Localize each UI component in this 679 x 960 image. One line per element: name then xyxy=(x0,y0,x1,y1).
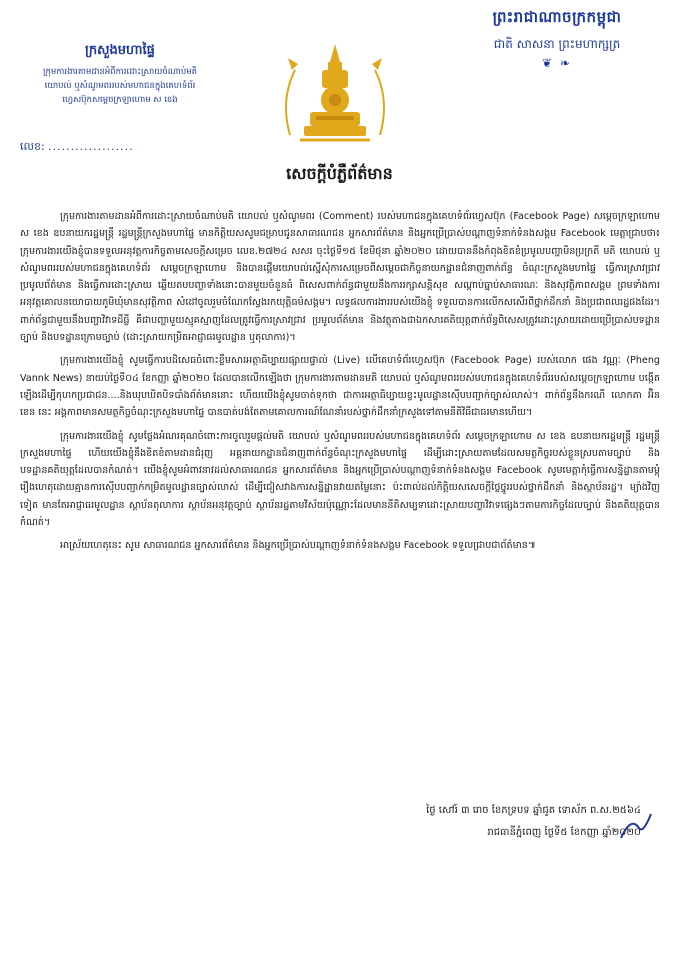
ministry-subtitle-line: ហ្វេសប៊ុកសម្ដេចក្រឡាហោម ស ខេង xyxy=(62,95,178,105)
ministry-subtitle-line: យោបល់ ឬសំណូមពររបស់មហាជនក្នុងគេហទំព័រ xyxy=(44,81,196,91)
royal-emblem-icon xyxy=(270,40,400,150)
ministry-subtitle-line: ក្រុមការងារតាមដានអំពីការដោះស្រាយចំណាប់មតិ xyxy=(42,67,198,77)
national-motto: ជាតិ សាសនា ព្រះមហាក្សត្រ xyxy=(493,37,621,51)
kingdom-heading xyxy=(457,8,657,70)
document-title: សេចក្ដីបំភ្លឺព័ត៌មាន xyxy=(286,164,393,183)
reference-label: លេខ: xyxy=(20,140,45,153)
solar-date: រាជធានីភ្នំពេញ ថ្ងៃទី៥ ខែកញ្ញា ឆ្នាំ២០២០ xyxy=(487,827,641,838)
signature-mark-icon xyxy=(617,808,657,848)
kingdom-title: ព្រះរាជាណាចក្រកម្ពុជា xyxy=(492,8,622,26)
body-paragraph: ក្រុមការងារតាមដានអំពីការដោះស្រាយចំណាប់មតិ យោបល់ ឬសំណូមពរ (Comment) របស់មហាជនក្នុងគេហទំព័រហ្វេសប៊ុក (Facebook Page) សម្ដេចក្រឡាហោម ស ខេង ឧបនាយករដ្ឋមន្ត្រី រដ្ឋមន្ត្រីក្រសួងមហាផ្ទៃ មានកិត្តិយសសូមជម្រាបជូនសាធារណជន អ្នកសារព័ត៌មាន និងអ្នកប្រើប្រាស់បណ្ដាញទំនាក់ទំនងសង្គម Facebook មេត្តាជ្រាបថា៖ ក្រុមការងារយើងខ្ញុំបានទទួលអនុវត្តការកិច្ចតាមសេចក្ដីសម្រេច លេខ.២៧២៤ សសរ ចុះថ្ងៃទី១៥ ខែមិថុនា ឆ្នាំ២០២០ ដោយបាននឹងកំពុងខិតខំប្រមូលបញ្ហាមិនប្រក្រតី មតិ យោបល់ ឬសំណូមពររបស់មហាជនក្នុងគេហទំព័រ សម្ដេចក្រឡាហោម និងបានផ្ដើមយោបល់ស្នើសុំការសម្រេចពីសម្ដេចជាកិច្ចនាយកដ្ឋានជំនាញពាក់ព័ន្ធ ចំណុះក្រសួងមហាផ្ទៃ ធ្វើការស្រាវជ្រាវ ប្រមូលព័ត៌មាន និងធ្វើការដោះស្រាយ ឆ្លើយតបបញ្ហាទាំងនោះបានមួយចំនួនធំ ពិសេសពាក់ព័ន្ធជាមួយនឹងការរក្សាសន្តិសុខ សណ្ដាប់ធ្នាប់សាធារណៈ និងសុវត្ថិភាពសង្គម ព្រមទាំងការអនុវត្តគោលនយោបាយភូមិឃុំមានសុវត្ថិភាព សំដៅចូលរួមចំណែកស្វែងរកយុត្តិធម៌សង្គម។ លទ្ធផលការងាររបស់យើងខ្ញុំ ទទួលបានការលើកសសើរពីថ្នាក់ដឹកនាំ និងប្រជាពលរដ្ឋផងដែរ។ ពាក់ព័ន្ធជាមួយនឹងបញ្ហាវិវាទដីធ្លី គឺជាបញ្ហាមួយស្មុគស្មាញដែលត្រូវធ្វើការស្រាវជ្រាវ ប្រមូលព័ត៌មាន និងវត្ថុតាងជាឯកសារគតិយុត្តពាក់ព័ន្ធពិសេសត្រូវដោះស្រាយដោយប្រើប្រាស់បទដ្ឋានច្បាប់ និងបទដ្ឋានក្រោមច្បាប់ (ដោះស្រាយកម្រិតអាជ្ញាធរមូលដ្ឋាន ឬតុលាការ)។ xyxy=(20,211,660,344)
motto-ornament: ❦ ❧ xyxy=(542,56,572,70)
reference-dots: ................... xyxy=(48,140,134,153)
ministry-name: ក្រសួងមហាផ្ទៃ xyxy=(85,43,155,58)
body-paragraph: អាស្រ័យហេតុនេះ សូម សាធារណជន អ្នកសារព័ត៌មាន និងអ្នកប្រើប្រាស់បណ្ដាញទំនាក់ទំនងសង្គម Facebook ទទួលជ្រាបជាព័ត៌មាន៕ xyxy=(60,540,536,552)
body-paragraph: ក្រុមការងារយើងខ្ញុំ សូមធ្វើការបដិសេធចំពោះខ្លឹមសារអត្ថាធិប្បាយផ្សាយផ្ទាល់ (Live) លើគេហទំព័រហ្វេសប៊ុក (Facebook Page) របស់លោក ផេង វណ្ណៈ (Pheng Vannk News) នាយប់ថ្ងៃទី០៤ ខែកញ្ញា ឆ្នាំ២០២០ ដែលបានលើកឡើងថា ក្រុមការងារតាមដានមតិ យោបល់ ឬសំណូមពររបស់មហាជនក្នុងគេហទំព័ររបស់សម្ដេចក្រឡាហោម បង្កើតឡើងដើម្បីកុហកប្រជាជន....និងឃុបឃិតបិទបាំងព័ត៌មាននោះ ហើយយើងខ្ញុំសូមចាត់ទុកថា ជាការអត្ថាធិប្បាយខ្វះមូលដ្ឋានស៊ើបបញ្ជាក់ច្បាស់លាស់។ ពាក់ព័ន្ធនឹងករណី លោកតា អ៊ិន ខេន នេះ អង្គភាពមានសមត្ថកិច្ចចំណុះក្រសួងមហាផ្ទៃ បានបាត់បង់តែតាមគោលការណ៍ណែនាំរបស់ថ្នាក់ដឹកនាំក្រសួងទៅតាមនីតិវិធីជាធរមានហើយ។ xyxy=(20,355,660,419)
reference-number xyxy=(20,140,134,156)
lunar-date: ថ្ងៃ សៅរ៍ ៣ រោច ខែភទ្របទ ឆ្នាំជូត ទោស័ក ព.ស.២៥៦៤ xyxy=(426,805,641,816)
body-paragraph: ក្រុមការងារយើងខ្ញុំ សូមថ្លែងអំណរគុណចំពោះការចូលរួមផ្ដល់មតិ យោបល់ ឬសំណូមពររបស់មហាជនក្នុងគេហទំព័រ សម្ដេចក្រឡាហោម ស ខេង ឧបនាយករដ្ឋមន្ត្រី រដ្ឋមន្ត្រីក្រសួងមហាផ្ទៃ ហើយយើងខ្ញុំនឹងខិតខំតាមដានជំរុញ អគ្គនាយកដ្ឋានជំនាញពាក់ព័ន្ធចំណុះក្រសួងមហាផ្ទៃ ដើម្បីដោះស្រាយតាមដែលសមត្ថកិច្ចរបស់ខ្លួនស្របតាមច្បាប់ និងបទដ្ឋានគតិយុត្តដែលបានកំណត់។ យើងខ្ញុំសូមអំពាវនាវដល់សាធារណជន អ្នកសារព័ត៌មាន និងអ្នកប្រើប្រាស់បណ្ដាញទំនាក់ទំនងសង្គម Facebook សូមមេត្តាកុំធ្វើការសន្និដ្ឋានតាមម្ដុំរឿងហេតុដោយគ្មានការស៊ើបបញ្ជាក់កម្រិតមូលដ្ឋានច្បាស់លាស់ ដើម្បីជៀសវាងការសន្និដ្ឋានវាយតម្លៃនោះ ប៉ះពាល់ដល់កិត្តិយសសេចក្ដីថ្លៃថ្នូររបស់ថ្នាក់ដឹកនាំ និងស្ថាប័នរដ្ឋ។ ម្យ៉ាងវិញទៀត មានតែអាជ្ញាធរមូលដ្ឋាន ស្ថាប័នតុលាការ ស្ថាប័នអនុវត្តច្បាប់ ស្ថាប័នរដ្ឋតាមវិស័យប៉ុណ្ណោះដែលមាននីតិសម្បទាដោះស្រាយបញ្ហាវិវាទផ្សេងៗតាមភារកិច្ចដែលច្បាប់ និងគតិយុត្តបានកំណត់។ xyxy=(20,430,660,529)
document-body xyxy=(20,208,660,561)
ministry-block xyxy=(20,42,220,107)
